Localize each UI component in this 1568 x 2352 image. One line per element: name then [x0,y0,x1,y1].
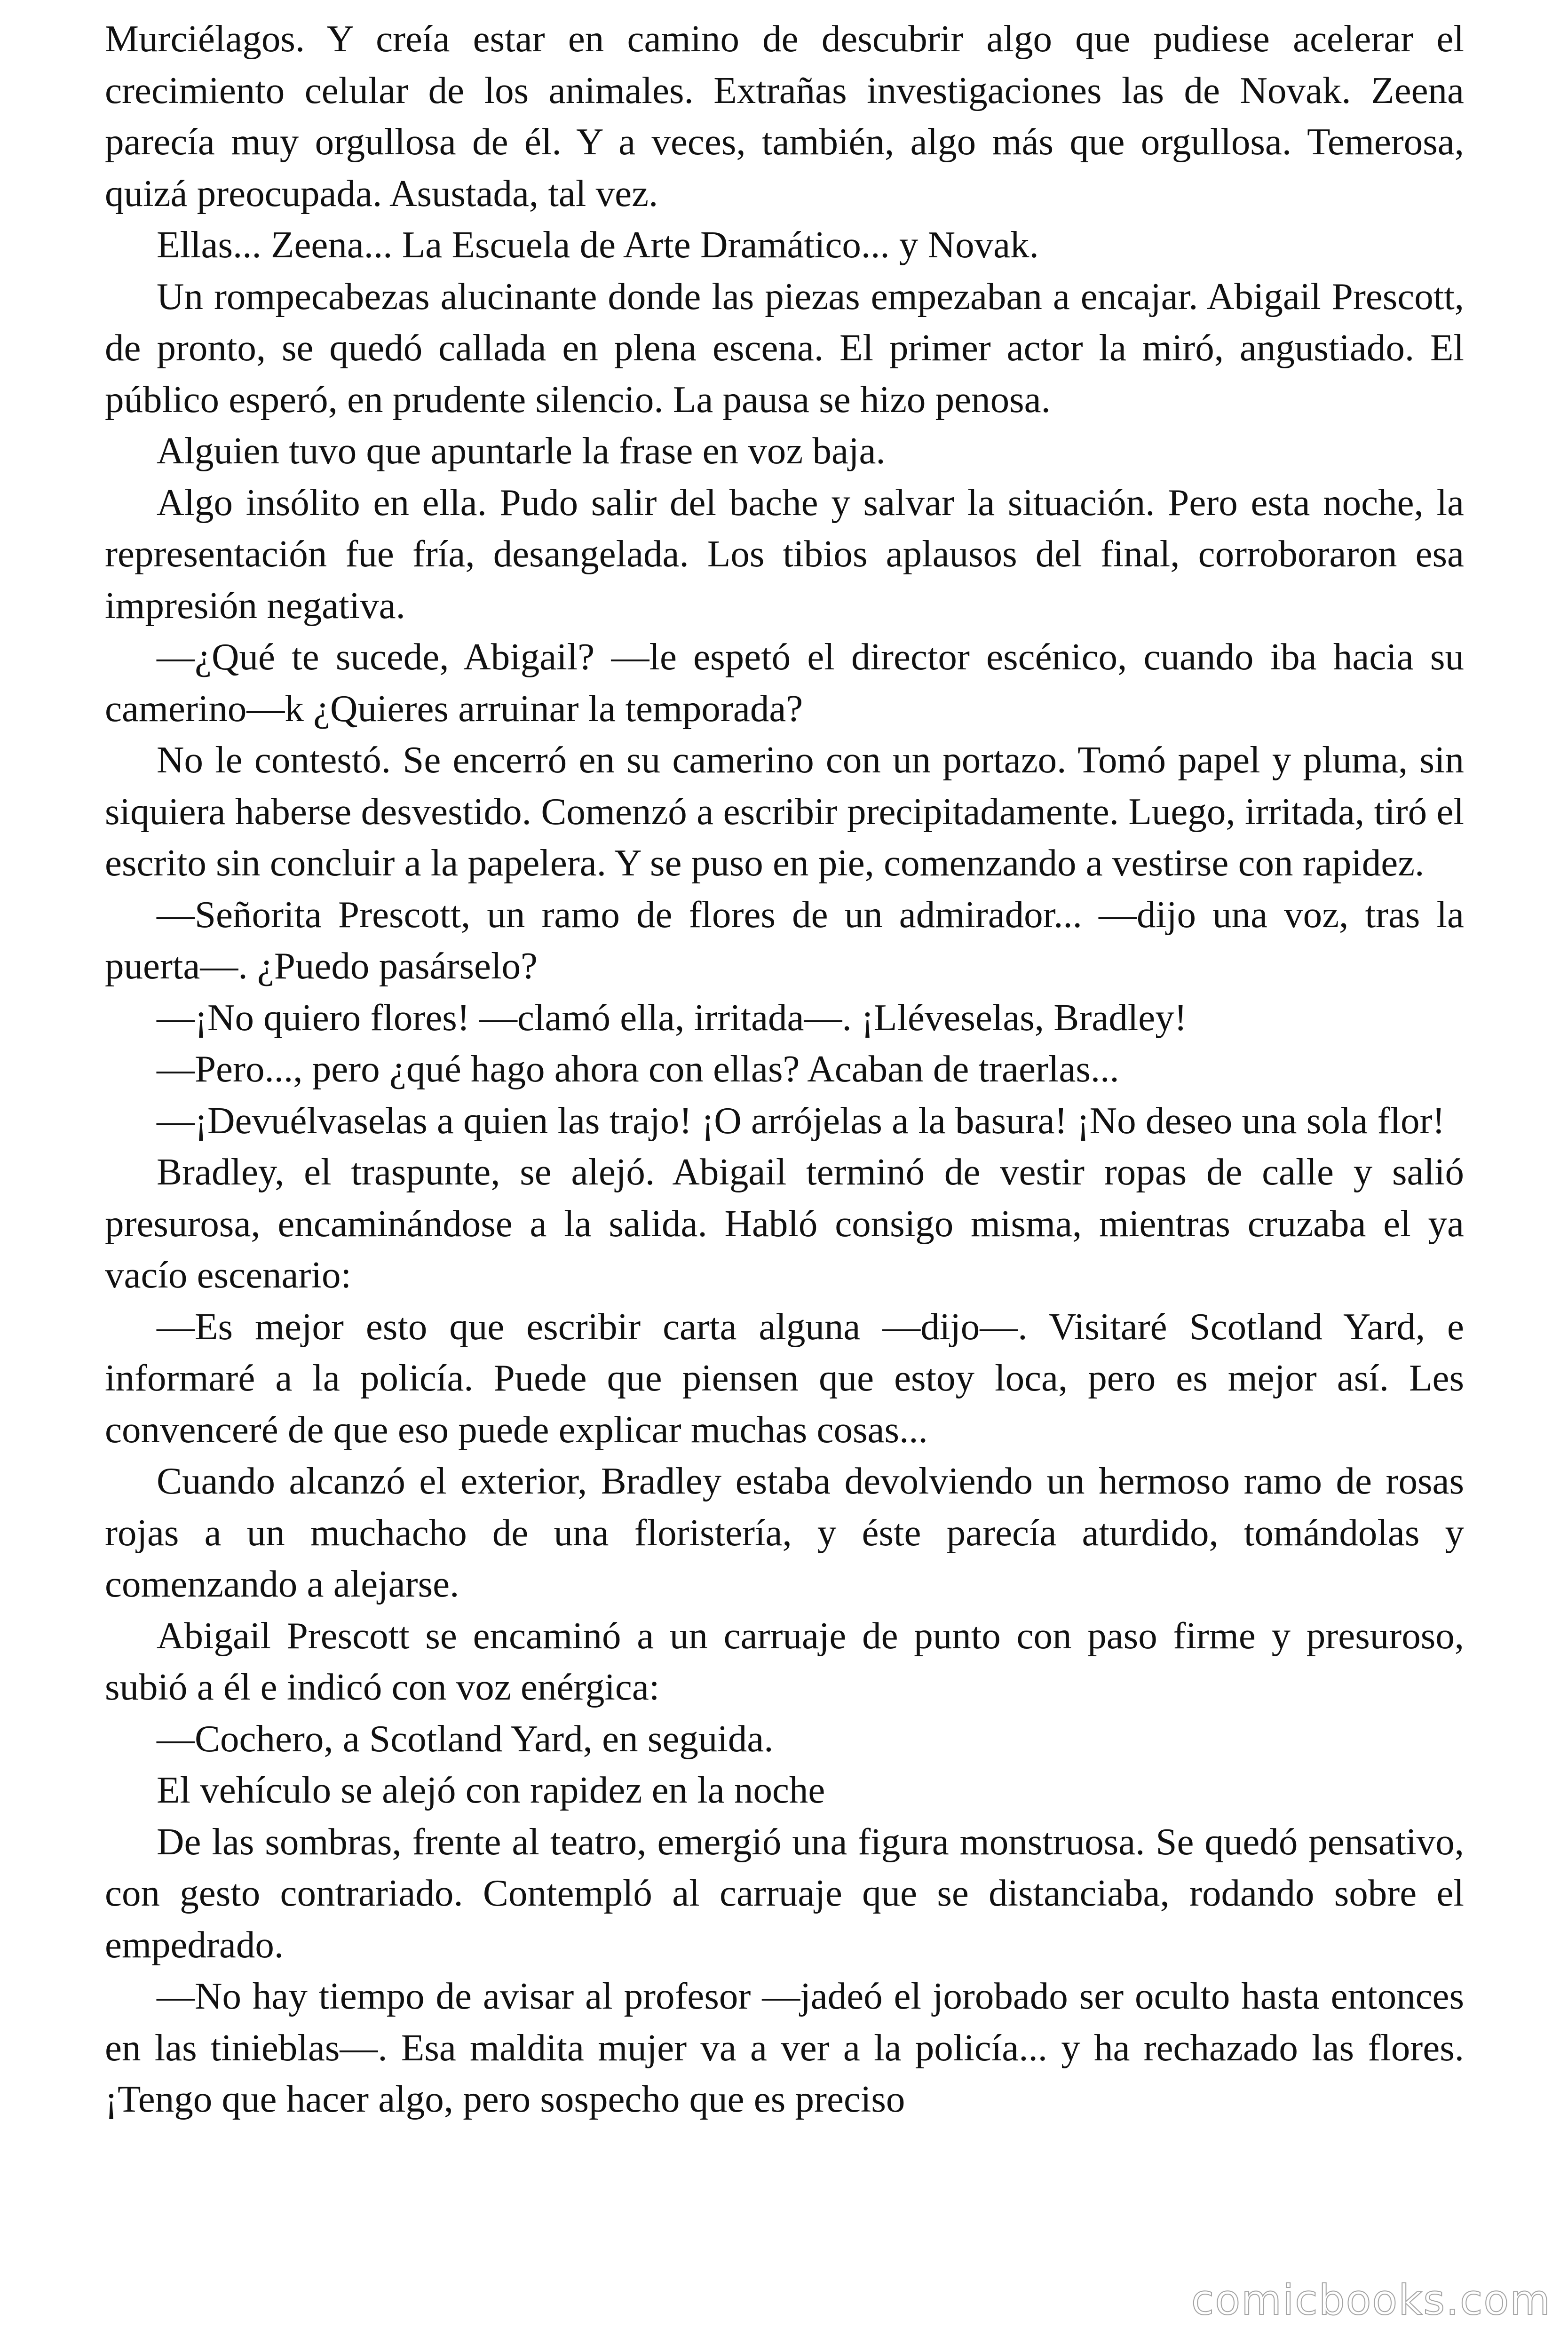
paragraph-19: —No hay tiempo de avisar al profesor —jadeó el jorobado ser oculto hasta entonces en las tinieblas—. Esa maldita mujer va a ver a la policía... y ha rechazado las flores. ¡Tengo que hacer algo, pero sospecho que es preciso [105,1975,1464,2120]
paragraph-3: Un rompecabezas alucinante donde las piezas empezaban a encajar. Abigail Prescott, de pronto, se quedó callada en plena escena. El primer actor la miró, angustiado. El público esperó, en prudente silencio. La pausa se hizo penosa. [105,275,1464,421]
book-page-text [105,13,1464,2125]
paragraph-14: Cuando alcanzó el exterior, Bradley estaba devolviendo un hermoso ramo de rosas rojas a un muchacho de una floristería, y éste parecía aturdido, tomándolas y comenzando a alejarse. [105,1460,1464,1605]
paragraph-7: No le contestó. Se encerró en su camerino con un portazo. Tomó papel y pluma, sin siquiera haberse desvestido. Comenzó a escribir precipitadamente. Luego, irritada, tiró el escrito sin concluir a la papelera. Y se puso en pie, comenzando a vestirse con rapidez. [105,739,1464,884]
paragraph-5: Algo insólito en ella. Pudo salir del bache y salvar la situación. Pero esta noche, la representación fue fría, desangelada. Los tibios aplausos del final, corroboraron esa impresión negativa. [105,481,1464,627]
paragraph-16: —Cochero, a Scotland Yard, en seguida. [157,1717,774,1760]
paragraph-17: El vehículo se alejó con rapidez en la noche [157,1769,825,1811]
paragraph-8: —Señorita Prescott, un ramo de flores de un admirador... —dijo una voz, tras la puerta—. ¿Puedo pasárselo? [105,893,1464,987]
paragraph-11: —¡Devuélvaselas a quien las trajo! ¡O arrójelas a la basura! ¡No deseo una sola flor! [157,1099,1445,1142]
paragraph-1: Murciélagos. Y creía estar en camino de descubrir algo que pudiese acelerar el crecimiento celular de los animales. Extrañas investigaciones las de Novak. Zeena parecía muy orgullosa de él. Y a veces, también, algo más que orgullosa. Temerosa, quizá preocupada. Asustada, tal vez. [105,17,1464,215]
paragraph-6: —¿Qué te sucede, Abigail? —le espetó el director escénico, cuando iba hacia su camerino—k ¿Quieres arruinar la temporada? [105,636,1464,730]
paragraph-9: —¡No quiero flores! —clamó ella, irritada—. ¡Lléveselas, Bradley! [157,996,1187,1039]
paragraph-12: Bradley, el traspunte, se alejó. Abigail terminó de vestir ropas de calle y salió presurosa, encaminándose a la salida. Habló consigo misma, mientras cruzaba el ya vacío escenario: [105,1151,1464,1296]
paragraph-10: —Pero..., pero ¿qué hago ahora con ellas? Acaban de traerlas... [157,1048,1119,1090]
watermark: comicbooks.com [1191,2276,1551,2324]
paragraph-2: Ellas... Zeena... La Escuela de Arte Dramático... y Novak. [157,223,1039,266]
paragraph-13: —Es mejor esto que escribir carta alguna —dijo—. Visitaré Scotland Yard, e informaré a la policía. Puede que piensen que estoy loca, pero es mejor así. Les convenceré de que eso puede explicar muchas cosas... [105,1305,1464,1451]
paragraph-15: Abigail Prescott se encaminó a un carruaje de punto con paso firme y presuroso, subió a él e indicó con voz enérgica: [105,1614,1464,1708]
paragraph-4: Alguien tuvo que apuntarle la frase en voz baja. [157,429,886,472]
paragraph-18: De las sombras, frente al teatro, emergió una figura monstruosa. Se quedó pensativo, con gesto contrariado. Contempló al carruaje que se distanciaba, rodando sobre el empedrado. [105,1820,1464,1966]
